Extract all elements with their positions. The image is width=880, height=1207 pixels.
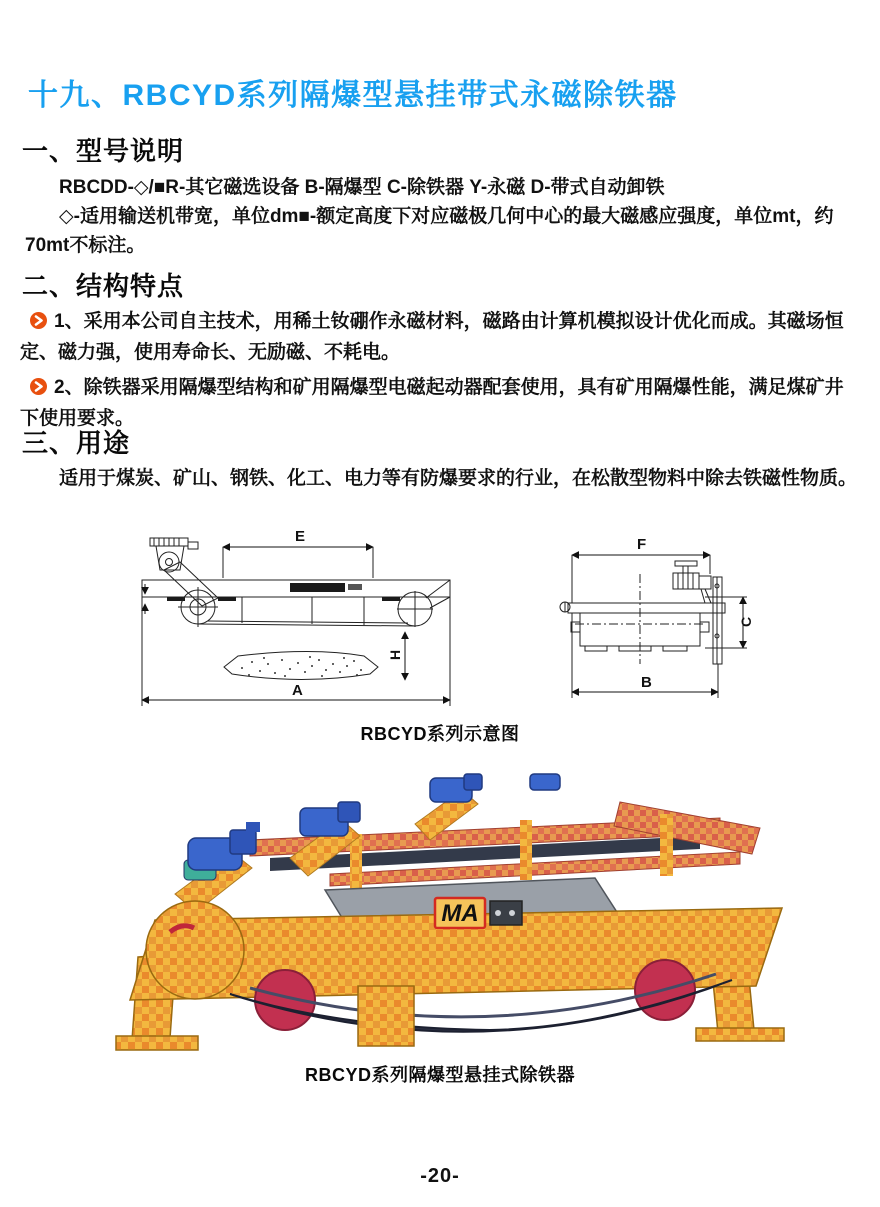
model-description-block [25, 173, 857, 260]
model-code-line: RBCDD-◇/■R-其它磁选设备 B-隔爆型 C-除铁器 Y-永磁 D-带式自动卸铁 [59, 177, 665, 198]
heading-usage: 三、用途 [22, 428, 131, 458]
schematic-side-view [112, 524, 462, 716]
usage-paragraph: 适用于煤炭、矿山、钢铁、化工、电力等有防爆要求的行业，在松散型物料中除去铁磁性物质。 [59, 468, 858, 489]
foot-plate [696, 1028, 784, 1041]
dim-label-c: C [738, 616, 754, 627]
dim-label-e: E [295, 528, 306, 545]
foot-plate [116, 1036, 198, 1050]
page-number: -20- [420, 1165, 460, 1187]
page-title: 十九、RBCYD系列隔爆型悬挂带式永磁除铁器 [28, 79, 678, 112]
motor-cluster [175, 822, 260, 912]
dim-label-f: F [637, 536, 647, 553]
nameplate [490, 901, 522, 925]
center-box [358, 986, 414, 1046]
dim-label-h: H [387, 649, 403, 660]
bullet-arrow-icon [30, 312, 47, 329]
heading-structure-features: 二、结构特点 [22, 271, 185, 301]
model-note-line: ◇-适用输送机带宽，单位dm■-额定高度下对应磁极几何中心的最大磁感应强度，单位mt，约70mt不标注。 [25, 206, 834, 256]
feature-item [20, 306, 862, 368]
schematic-end-view [555, 524, 830, 716]
feature-item-text: 1、采用本公司自主技术，用稀土钕硼作永磁材料，磁路由计算机模拟设计优化而成。其磁场恒定、磁力强，使用寿命长、无励磁、不耗电。 [20, 311, 844, 363]
end-disc [146, 901, 244, 999]
diagram-caption: RBCYD系列示意图 [360, 724, 520, 744]
dim-label-a: A [292, 682, 303, 699]
ma-logo-text: MA [441, 900, 479, 927]
dim-label-b: B [641, 674, 652, 691]
feature-list [20, 306, 862, 438]
product-photo [100, 762, 785, 1063]
photo-caption: RBCYD系列隔爆型悬挂式除铁器 [304, 1065, 575, 1085]
heading-model-description: 一、型号说明 [22, 136, 185, 166]
bullet-arrow-icon [30, 378, 47, 395]
feature-item-text: 2、除铁器采用隔爆型结构和矿用隔爆型电磁起动器配套使用，具有矿用隔爆性能，满足煤矿井下使用要求。 [20, 377, 844, 429]
